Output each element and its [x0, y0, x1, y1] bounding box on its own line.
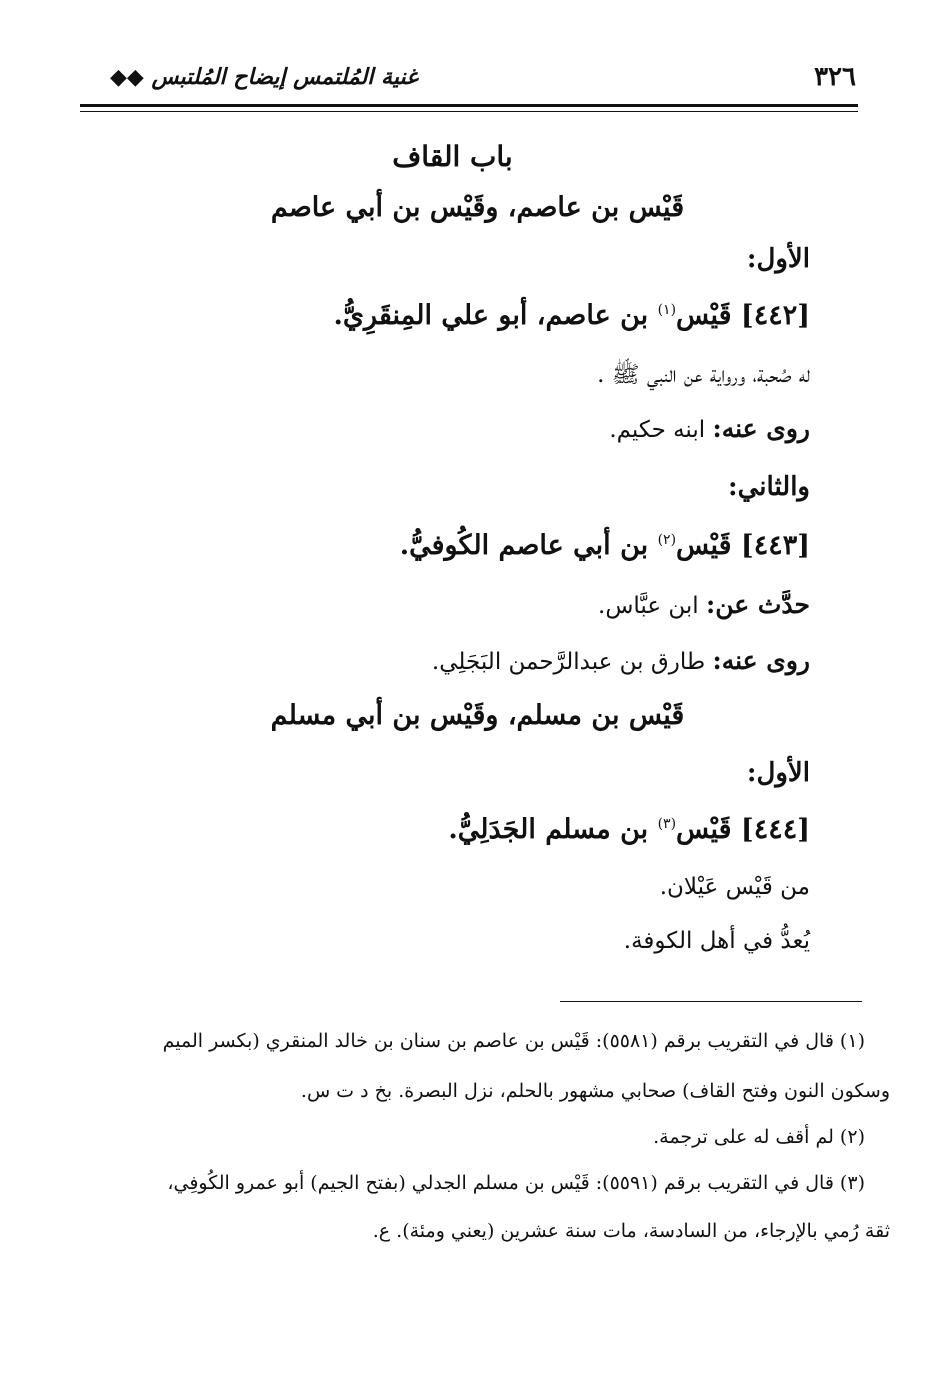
entry-444 [95, 814, 810, 845]
narrated-from [95, 590, 810, 619]
page-number: ٣٢٦ [814, 62, 856, 92]
entry-line: يُعدُّ في أهل الكوفة. [623, 928, 810, 954]
entry-442 [95, 300, 810, 331]
entry-number: [٤٤٢] [740, 300, 810, 331]
narrated-by-label: روى عنه: [712, 414, 810, 443]
footnote-rule [560, 1001, 862, 1002]
narrated-by-value: ابنه حكيم. [609, 417, 706, 443]
page-header [110, 58, 856, 108]
entry-number: [٤٤٤] [740, 814, 810, 845]
entry-note: له صُحبة، ورواية عن النبي ﷺ . [597, 362, 810, 388]
footnote-ref: (٣) [657, 816, 677, 832]
footnote-line: ثقة رُمي بالإرجاء، من السادسة، مات سنة عشرين (يعني ومئة). ع. [372, 1220, 890, 1242]
entry-rest: بن عاصم، أبو علي المِنقَرِيُّ. [333, 300, 649, 331]
running-title: غنية المُلتمس إيضاح المُلتبس ◆◆ [110, 64, 418, 90]
entry-name: قَيْس [676, 300, 732, 331]
narrated-by [95, 414, 810, 443]
header-rule-thin [80, 111, 858, 112]
narrated-from-label: حدَّث عن: [706, 590, 810, 619]
label-first: الأول: [746, 244, 810, 274]
footnote-line: (٣) قال في التقريب برقم (٥٥٩١): قَيْس بن مسلم الجدلي (بفتح الجيم) أبو عمرو الكُوفِي، [167, 1172, 865, 1194]
section-heading: قَيْس بن عاصم، وقَيْس بن أبي عاصم [270, 192, 685, 223]
narrated-from-value: ابن عبَّاس. [598, 593, 699, 619]
footnote-ref: (١) [657, 302, 677, 318]
entry-name: قَيْس [676, 530, 732, 561]
chapter-title: باب القاف [392, 140, 513, 173]
label-first: الأول: [746, 758, 810, 788]
entry-rest: بن أبي عاصم الكُوفيُّ. [399, 530, 649, 561]
footnote-line: (٢) لم أقف له على ترجمة. [653, 1126, 865, 1148]
narrated-by-label: روى عنه: [712, 646, 810, 675]
entry-number: [٤٤٣] [740, 530, 810, 561]
entry-443 [95, 530, 810, 561]
entry-name: قَيْس [676, 814, 732, 845]
narrated-by [95, 646, 810, 675]
entry-line: من قَيْس عَيْلان. [659, 874, 810, 900]
label-second: والثاني: [728, 472, 810, 502]
entry-rest: بن مسلم الجَدَلِيُّ. [448, 814, 649, 845]
footnote-ref: (٢) [657, 532, 677, 548]
footnote-line: (١) قال في التقريب برقم (٥٥٨١): قَيْس بن عاصم بن سنان بن خالد المنقري (بكسر الميم [162, 1030, 865, 1052]
section-heading: قَيْس بن مسلم، وقَيْس بن أبي مسلم [270, 700, 685, 731]
narrated-by-value: طارق بن عبدالرَّحمن البَجَلِي. [431, 649, 706, 675]
header-rule-thick [80, 104, 858, 107]
footnote-line: وسكون النون وفتح القاف) صحابي مشهور بالحلم، نزل البصرة. بخ د ت س. [300, 1080, 890, 1102]
